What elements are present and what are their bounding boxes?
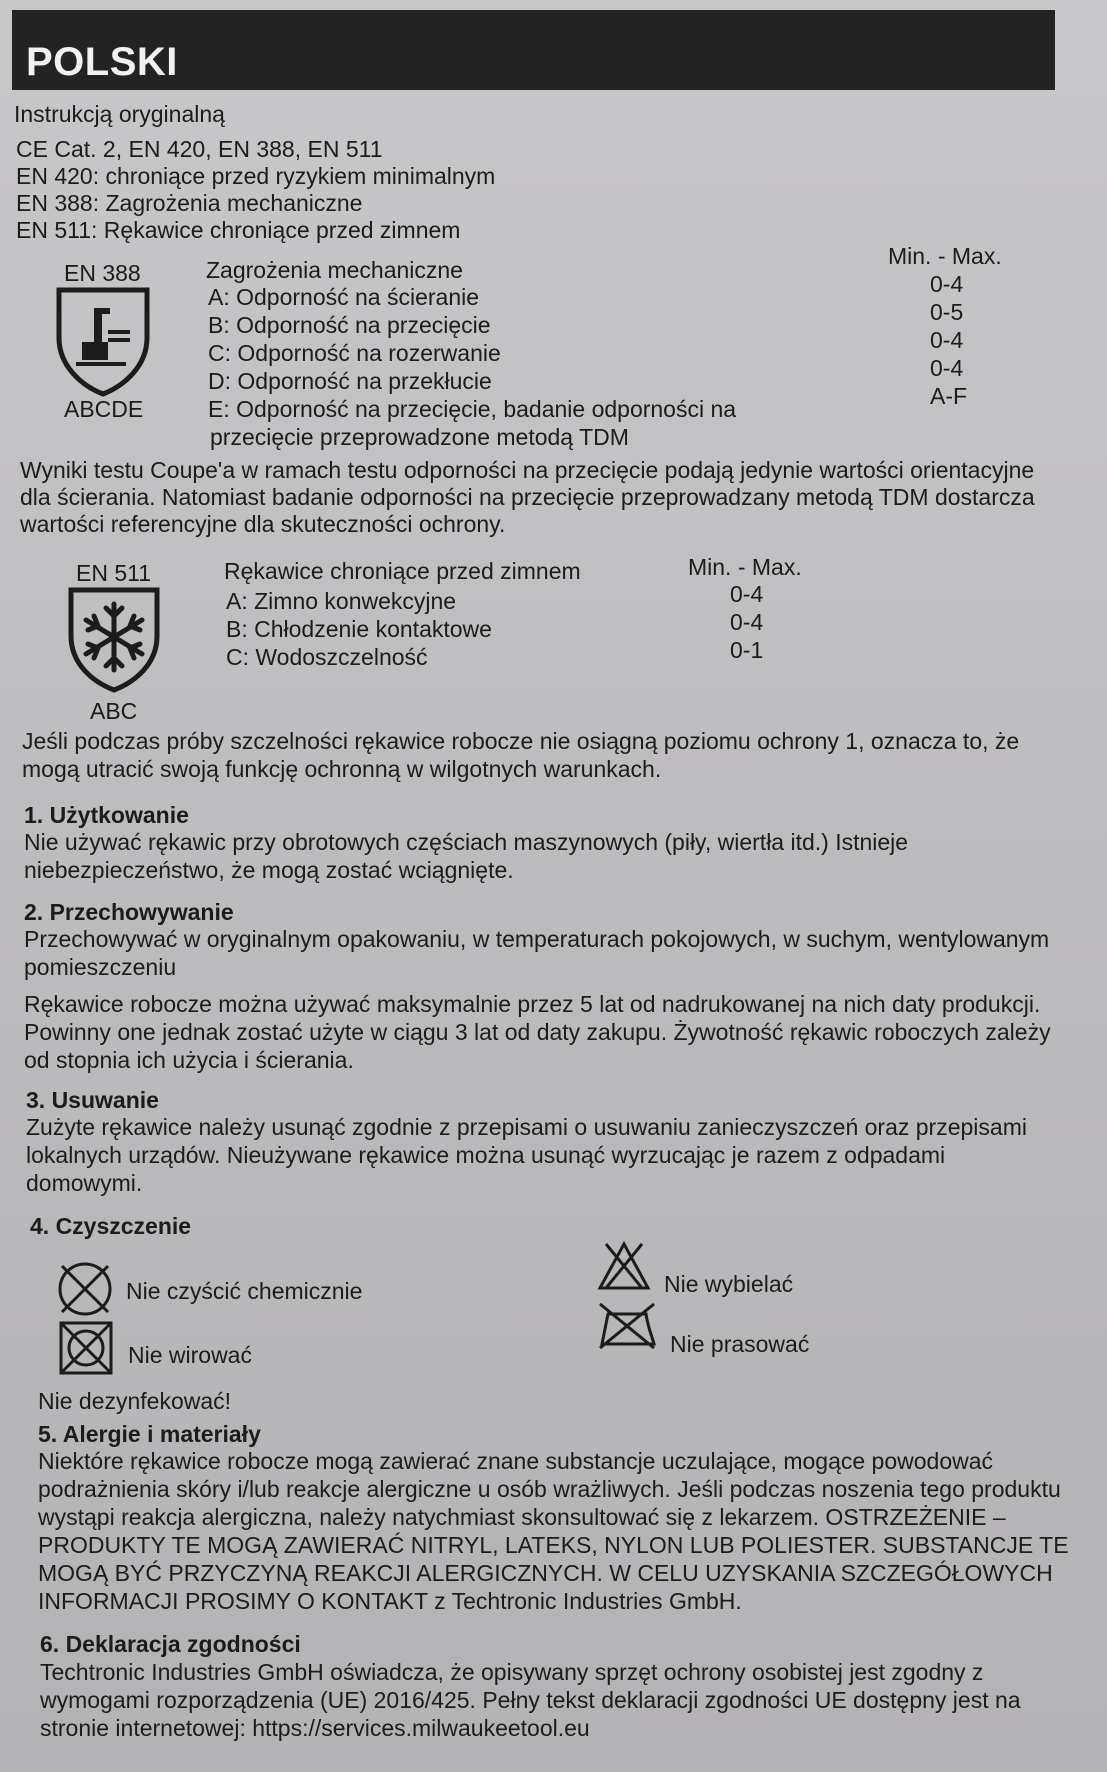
en511-row-text: B: Chłodzenie kontaktowe: [226, 616, 492, 642]
section-usage-line: Nie używać rękawic przy obrotowych częściach maszynowych (piły, wiertła itd.) Istnieje: [24, 829, 909, 855]
section-storage-line: pomieszczeniu: [24, 954, 177, 980]
en511-row-range: 0-1: [730, 637, 764, 663]
coupe-note-line: wartości referencyjne dla skuteczności ochrony.: [20, 511, 506, 537]
en388-title: Zagrożenia mechaniczne: [206, 257, 463, 283]
en388-row-text: C: Odporność na rozerwanie: [208, 340, 501, 366]
en388-row-text: A: Odporność na ścieranie: [208, 284, 480, 310]
section-storage-line: Przechowywać w oryginalnym opakowaniu, w temperaturach pokojowych, w suchym, wentylowanym: [24, 926, 1050, 952]
en388-row-text: E: Odporność na przecięcie, badanie odporności na: [208, 396, 737, 422]
en511-row-text: C: Wodoszczelność: [226, 644, 428, 670]
section-allergy-line: PRODUKTY TE MOGĄ ZAWIERAĆ NITRYL, LATEKS, NYLON LUB POLIESTER. SUBSTANCJE TE: [38, 1532, 1069, 1558]
original-instructions-note: Instrukcją oryginalną: [14, 101, 225, 127]
en388-row-range: 0-4: [930, 327, 964, 353]
language-title: POLSKI: [26, 40, 178, 84]
en511-minmax-label: Min. - Max.: [688, 554, 802, 580]
en511-title: Rękawice chroniące przed zimnem: [224, 558, 581, 584]
en511-badge-label: EN 511: [76, 560, 152, 586]
en388-row-range: 0-5: [930, 299, 964, 325]
language-header: [12, 10, 1055, 90]
section-conformity-line: stronie internetowej: https://services.milwaukeetool.eu: [40, 1715, 590, 1741]
section-disposal-title: 3. Usuwanie: [26, 1087, 159, 1113]
section-allergy-line: wystąpi reakcja alergiczna, należy natychmiast skonsultować się z lekarzem. OSTRZEŻENIE –: [38, 1504, 1006, 1530]
no-iron-label: Nie prasować: [670, 1331, 810, 1357]
water-note-line: Jeśli podczas próby szczelności rękawice robocze nie osiągną poziomu ochrony 1, oznacza to, że: [22, 728, 1020, 754]
no-disinfect-label: Nie dezynfekować!: [38, 1388, 232, 1414]
en511-row-range: 0-4: [730, 581, 764, 607]
section-storage-line: Powinny one jednak zostać użyte w ciągu 3 lat od daty zakupu. Żywotność rękawic roboczych zależy: [24, 1019, 1051, 1045]
intro-line: CE Cat. 2, EN 420, EN 388, EN 511: [16, 136, 383, 162]
section-allergy-line: Niektóre rękawice robocze mogą zawierać znane substancje uczulające, mogące powodować: [38, 1448, 994, 1474]
en388-row-range: A-F: [930, 383, 968, 409]
section-conformity-line: Techtronic Industries GmbH oświadcza, że opisywany sprzęt ochrony osobistej jest zgodny z: [40, 1659, 984, 1685]
en511-row-text: A: Zimno konwekcyjne: [226, 588, 457, 614]
en511-badge-letters: ABC: [90, 698, 138, 724]
section-allergy-line: podrażnienia skóry i/lub reakcje alergiczne u osób wrażliwych. Jeśli podczas noszenia tego produktu: [38, 1476, 1061, 1502]
section-cleaning-title: 4. Czyszczenie: [30, 1213, 192, 1239]
snowflake-shield-icon: [66, 586, 162, 694]
en388-row-text-continued: przecięcie przeprowadzone metodą TDM: [210, 424, 629, 450]
en388-row-range: 0-4: [930, 271, 964, 297]
no-tumble-dry-icon: [58, 1320, 114, 1376]
section-storage-title: 2. Przechowywanie: [24, 899, 234, 925]
en388-row-text: B: Odporność na przecięcie: [208, 312, 491, 338]
section-allergy-line: MOGĄ BYĆ PRZYCZYNĄ REAKCJI ALERGICZNYCH. W CELU UZYSKANIA SZCZEGÓŁOWYCH: [38, 1560, 1053, 1586]
en388-row-range: 0-4: [930, 355, 964, 381]
section-allergy-line: INFORMACJI PROSIMY O KONTAKT z Techtronic Industries GmbH.: [38, 1588, 742, 1614]
no-spin-label: Nie wirować: [128, 1342, 252, 1368]
hammer-shield-icon: [54, 286, 152, 398]
no-dry-clean-icon: [56, 1260, 114, 1318]
intro-line: EN 388: Zagrożenia mechaniczne: [16, 190, 363, 216]
intro-line: EN 511: Rękawice chroniące przed zimnem: [16, 217, 461, 243]
section-disposal-line: lokalnych urządów. Nieużywane rękawice można usunąć wyrzucając je razem z odpadami: [26, 1142, 946, 1168]
en388-badge-label: EN 388: [64, 260, 141, 286]
no-bleach-icon: [596, 1240, 652, 1292]
intro-line: EN 420: chroniące przed ryzykiem minimalnym: [16, 163, 496, 189]
no-bleach-label: Nie wybielać: [664, 1271, 794, 1297]
no-iron-icon: [596, 1300, 658, 1352]
section-storage-line: od stopnia ich użycia i ścierania.: [24, 1047, 354, 1073]
en388-badge-letters: ABCDE: [64, 396, 144, 422]
section-storage-line: Rękawice robocze można używać maksymalnie przez 5 lat od nadrukowanej na nich daty produkcji.: [24, 991, 1041, 1017]
section-usage-line: niebezpieczeństwo, że mogą zostać wciągnięte.: [24, 857, 514, 883]
no-dry-clean-label: Nie czyścić chemicznie: [126, 1278, 363, 1304]
section-disposal-line: Zużyte rękawice należy usunąć zgodnie z przepisami o usuwaniu zanieczyszczeń oraz przepisami: [26, 1114, 1027, 1140]
coupe-note-line: Wyniki testu Coupe'a w ramach testu odporności na przecięcie podają jedynie wartości orientacyjne: [20, 457, 1035, 483]
water-note-line: mogą utracić swoją funkcję ochronną w wilgotnych warunkach.: [22, 756, 662, 782]
coupe-note-line: dla ścierania. Natomiast badanie odporności na przecięcie przeprowadzany metodą TDM dostarcza: [20, 484, 1035, 510]
en388-row-text: D: Odporność na przekłucie: [208, 368, 492, 394]
section-conformity-line: wymogami rozporządzenia (UE) 2016/425. Pełny tekst deklaracji zgodności UE dostępny jest na: [40, 1687, 1021, 1713]
en388-minmax-label: Min. - Max.: [888, 243, 1002, 269]
section-disposal-line: domowymi.: [26, 1170, 143, 1196]
section-conformity-title: 6. Deklaracja zgodności: [40, 1631, 301, 1657]
section-usage-title: 1. Użytkowanie: [24, 802, 189, 828]
en511-row-range: 0-4: [730, 609, 764, 635]
section-allergy-title: 5. Alergie i materiały: [38, 1421, 261, 1447]
